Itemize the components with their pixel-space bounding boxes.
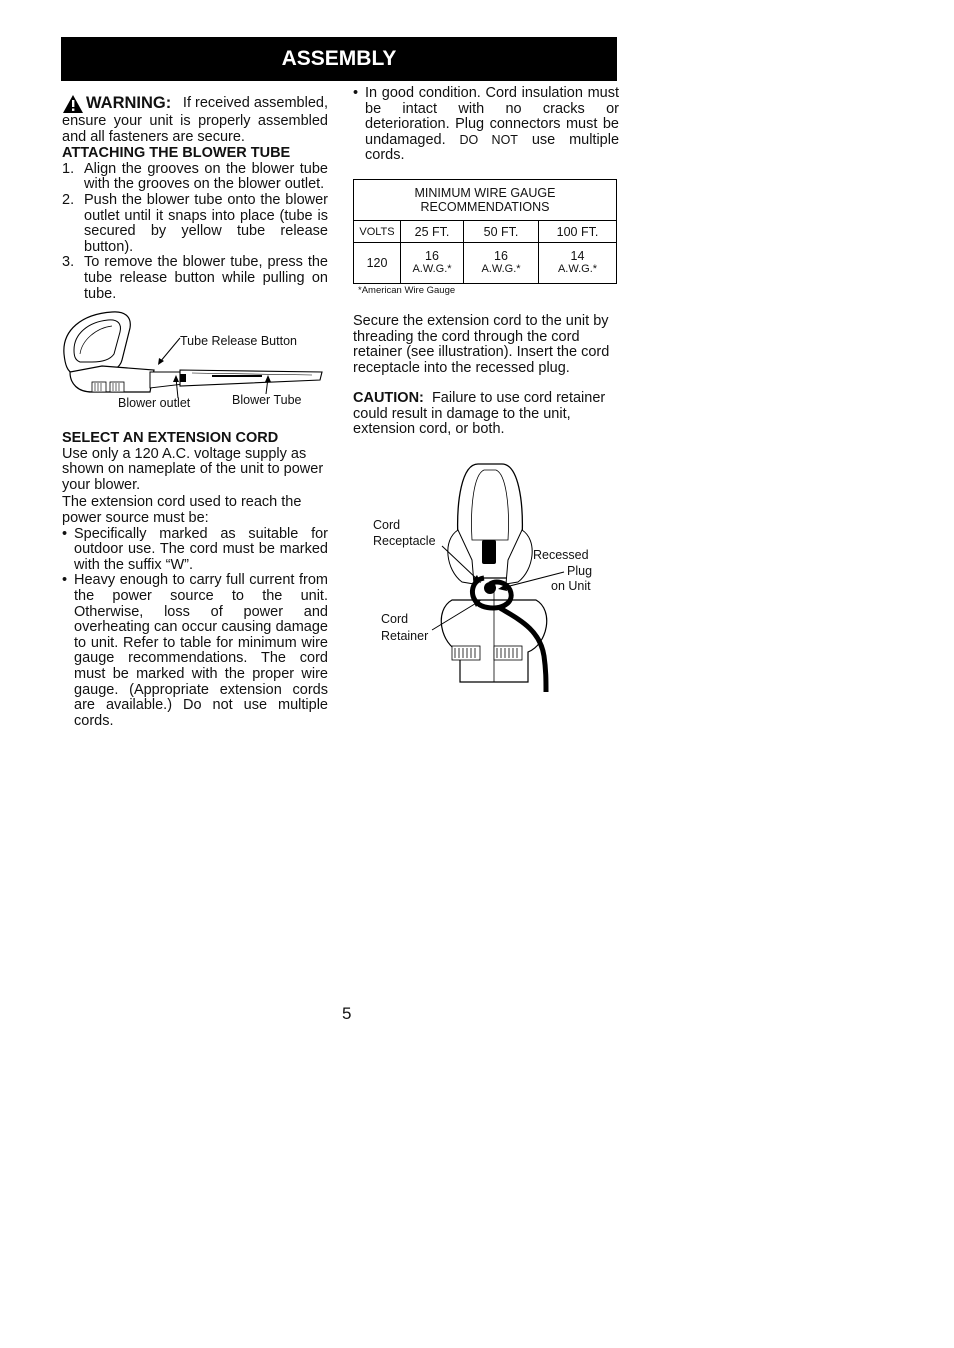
section-banner bbox=[61, 37, 617, 81]
table-row bbox=[354, 221, 617, 243]
extension-section bbox=[62, 431, 328, 729]
label-cord-retainer-line2: Retainer bbox=[381, 629, 429, 643]
label-cord-receptacle-line1: Cord bbox=[373, 518, 401, 532]
secure-paragraph: Secure the extension cord to the unit by threading the cord through the cord retainer (see illustration). Insert the cord receptacle into the recessed plug. bbox=[353, 313, 610, 376]
condition-list bbox=[353, 86, 619, 164]
label-blower-tube: Blower Tube bbox=[232, 393, 302, 407]
list-item: • In good condition. Cord insulation must be intact with no cracks or deterioration. Plug connectors must be undamaged. DO NOT use multiple cords. bbox=[353, 86, 619, 164]
step-item: 2. Push the blower tube onto the blower outlet until it snaps into place (tube is secured by yellow tube release button). bbox=[62, 191, 328, 255]
volts-value: 120 bbox=[354, 243, 401, 284]
label-blower-outlet: Blower outlet bbox=[118, 396, 191, 410]
list-item: • Heavy enough to carry full current from the power source to the unit. Otherwise, loss of power and overheating can occur causing damage to unit. Refer to table for minimum wire gauge recommendations. The cord must be marked with the proper wire gauge. (Appropriate extension cords are available.) Do not use multiple cords. bbox=[62, 573, 328, 729]
attaching-heading: ATTACHING THE BLOWER TUBE bbox=[62, 145, 291, 162]
warning-text: ensure your unit is properly assembled and all fasteners are secure. bbox=[62, 113, 328, 145]
right-column bbox=[353, 86, 619, 164]
extension-para-2: The extension cord used to reach the power source must be: bbox=[62, 494, 302, 526]
extension-heading: SELECT AN EXTENSION CORD bbox=[62, 430, 279, 446]
length-header: 25 FT. bbox=[401, 221, 464, 243]
label-recessed-line3: on Unit bbox=[551, 579, 591, 593]
extension-requirements bbox=[62, 527, 328, 730]
caution-label: CAUTION: bbox=[353, 390, 424, 406]
step-item: 1. Align the grooves on the blower tube with the grooves on the blower outlet. bbox=[62, 160, 328, 193]
volts-header: VOLTS bbox=[354, 221, 401, 243]
extension-para-1: Use only a 120 A.C. voltage supply as shown on nameplate of the unit to power your blower. bbox=[62, 445, 324, 493]
caution-block bbox=[353, 391, 617, 438]
label-tube-release-button: Tube Release Button bbox=[180, 334, 297, 348]
table-footnote: *American Wire Gauge bbox=[358, 285, 456, 296]
gauge-cell: 16 A.W.G.* bbox=[464, 243, 539, 284]
warning-block bbox=[62, 96, 328, 114]
caution-text: Failure to use cord retainer could result in damage to the unit, extension cord, or both. bbox=[353, 390, 606, 438]
length-header: 50 FT. bbox=[464, 221, 539, 243]
label-recessed-line1: Recessed bbox=[533, 548, 589, 562]
wire-gauge-table bbox=[353, 179, 617, 284]
warning-label: WARNING: bbox=[86, 94, 172, 112]
gauge-cell: 14 A.W.G.* bbox=[539, 243, 617, 284]
section-title: ASSEMBLY bbox=[281, 47, 397, 70]
label-cord-retainer-line1: Cord bbox=[381, 612, 409, 626]
page-number: 5 bbox=[342, 1004, 352, 1023]
cord-retainer-illustration bbox=[360, 460, 610, 692]
warning-triangle-icon bbox=[62, 94, 84, 114]
table-row bbox=[354, 243, 617, 284]
blower-tube-illustration bbox=[62, 310, 328, 414]
table-title: MINIMUM WIRE GAUGE RECOMMENDATIONS bbox=[354, 180, 617, 221]
label-recessed-line2: Plug bbox=[567, 564, 593, 578]
attaching-steps bbox=[62, 162, 328, 302]
step-item: 3. To remove the blower tube, press the tube release button while pulling on tube. bbox=[62, 254, 328, 302]
list-item: • Specifically marked as suitable for outdoor use. The cord must be marked with the suffix “W”. bbox=[62, 527, 328, 574]
warning-lead-text: If received assembled, bbox=[182, 95, 328, 111]
label-cord-receptacle-line2: Receptacle bbox=[373, 534, 436, 548]
length-header: 100 FT. bbox=[539, 221, 617, 243]
gauge-cell: 16 A.W.G.* bbox=[401, 243, 464, 284]
left-column bbox=[62, 96, 328, 302]
